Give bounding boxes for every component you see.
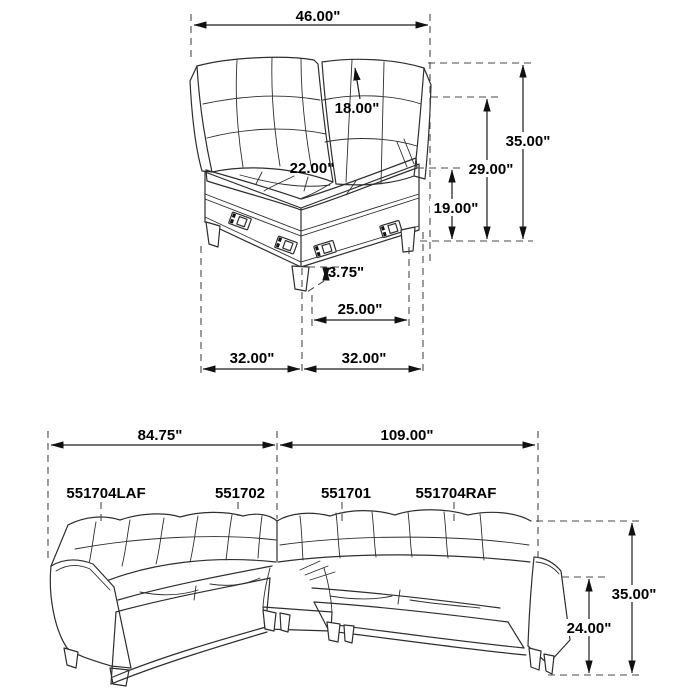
back-cushion-right (322, 59, 424, 185)
dim-left-length-label: 84.75" (137, 427, 183, 444)
leg (529, 648, 541, 670)
sectional-drawing (50, 510, 570, 686)
back-left-top (68, 512, 277, 525)
right-arm (528, 557, 570, 674)
dim-seat-height-label: 19.00" (433, 200, 479, 217)
dim-right-width-label: 32.00" (341, 350, 387, 367)
leg (401, 227, 415, 252)
left-seats (111, 566, 272, 684)
connector-clip (314, 240, 337, 257)
part-sku-label: 551702 (214, 485, 266, 502)
part-labels (66, 485, 496, 526)
right-seats (312, 588, 526, 655)
part-sku-label: 551704LAF (66, 485, 146, 502)
part-sku-label: 551701 (320, 485, 372, 502)
leg (292, 266, 309, 291)
dim-left-width-label: 32.00" (229, 350, 275, 367)
dimension-side-widths (201, 232, 423, 376)
dim-back-height-label: 29.00" (468, 161, 514, 178)
leg (344, 625, 354, 643)
leg (280, 613, 290, 632)
dim-overall-height-label: 35.00" (505, 133, 551, 150)
leg (544, 654, 554, 674)
corner-module-figure (190, 8, 554, 376)
dim-back-cushion-label: 18.00" (334, 100, 380, 117)
dim-overall-width-label: 46.00" (295, 8, 341, 25)
dimension-seat-height (417, 168, 480, 239)
dimension-leg-height (307, 264, 364, 292)
dim-leg-height-label: 3.75" (327, 264, 365, 281)
leg (327, 622, 340, 642)
dimension-arm-height (562, 577, 615, 673)
left-arm (50, 560, 131, 686)
sectional-figure (48, 427, 660, 686)
leg (206, 222, 220, 247)
dim-inner-width-label: 25.00" (337, 301, 383, 318)
dim-arm-height-label: 24.00" (566, 620, 612, 637)
connector-clip (380, 220, 403, 237)
part-sku-label: 551704RAF (415, 485, 497, 502)
leg (263, 610, 276, 631)
leg (64, 648, 78, 668)
back-right-bottom (278, 555, 530, 562)
connector-clip (229, 212, 252, 230)
dim-sectional-height-label: 35.00" (611, 586, 657, 603)
back-right-top (277, 510, 531, 521)
dim-right-length-label: 109.00" (380, 427, 434, 444)
dim-seat-label: 22.00" (289, 160, 335, 177)
back-left-edge (51, 525, 68, 566)
